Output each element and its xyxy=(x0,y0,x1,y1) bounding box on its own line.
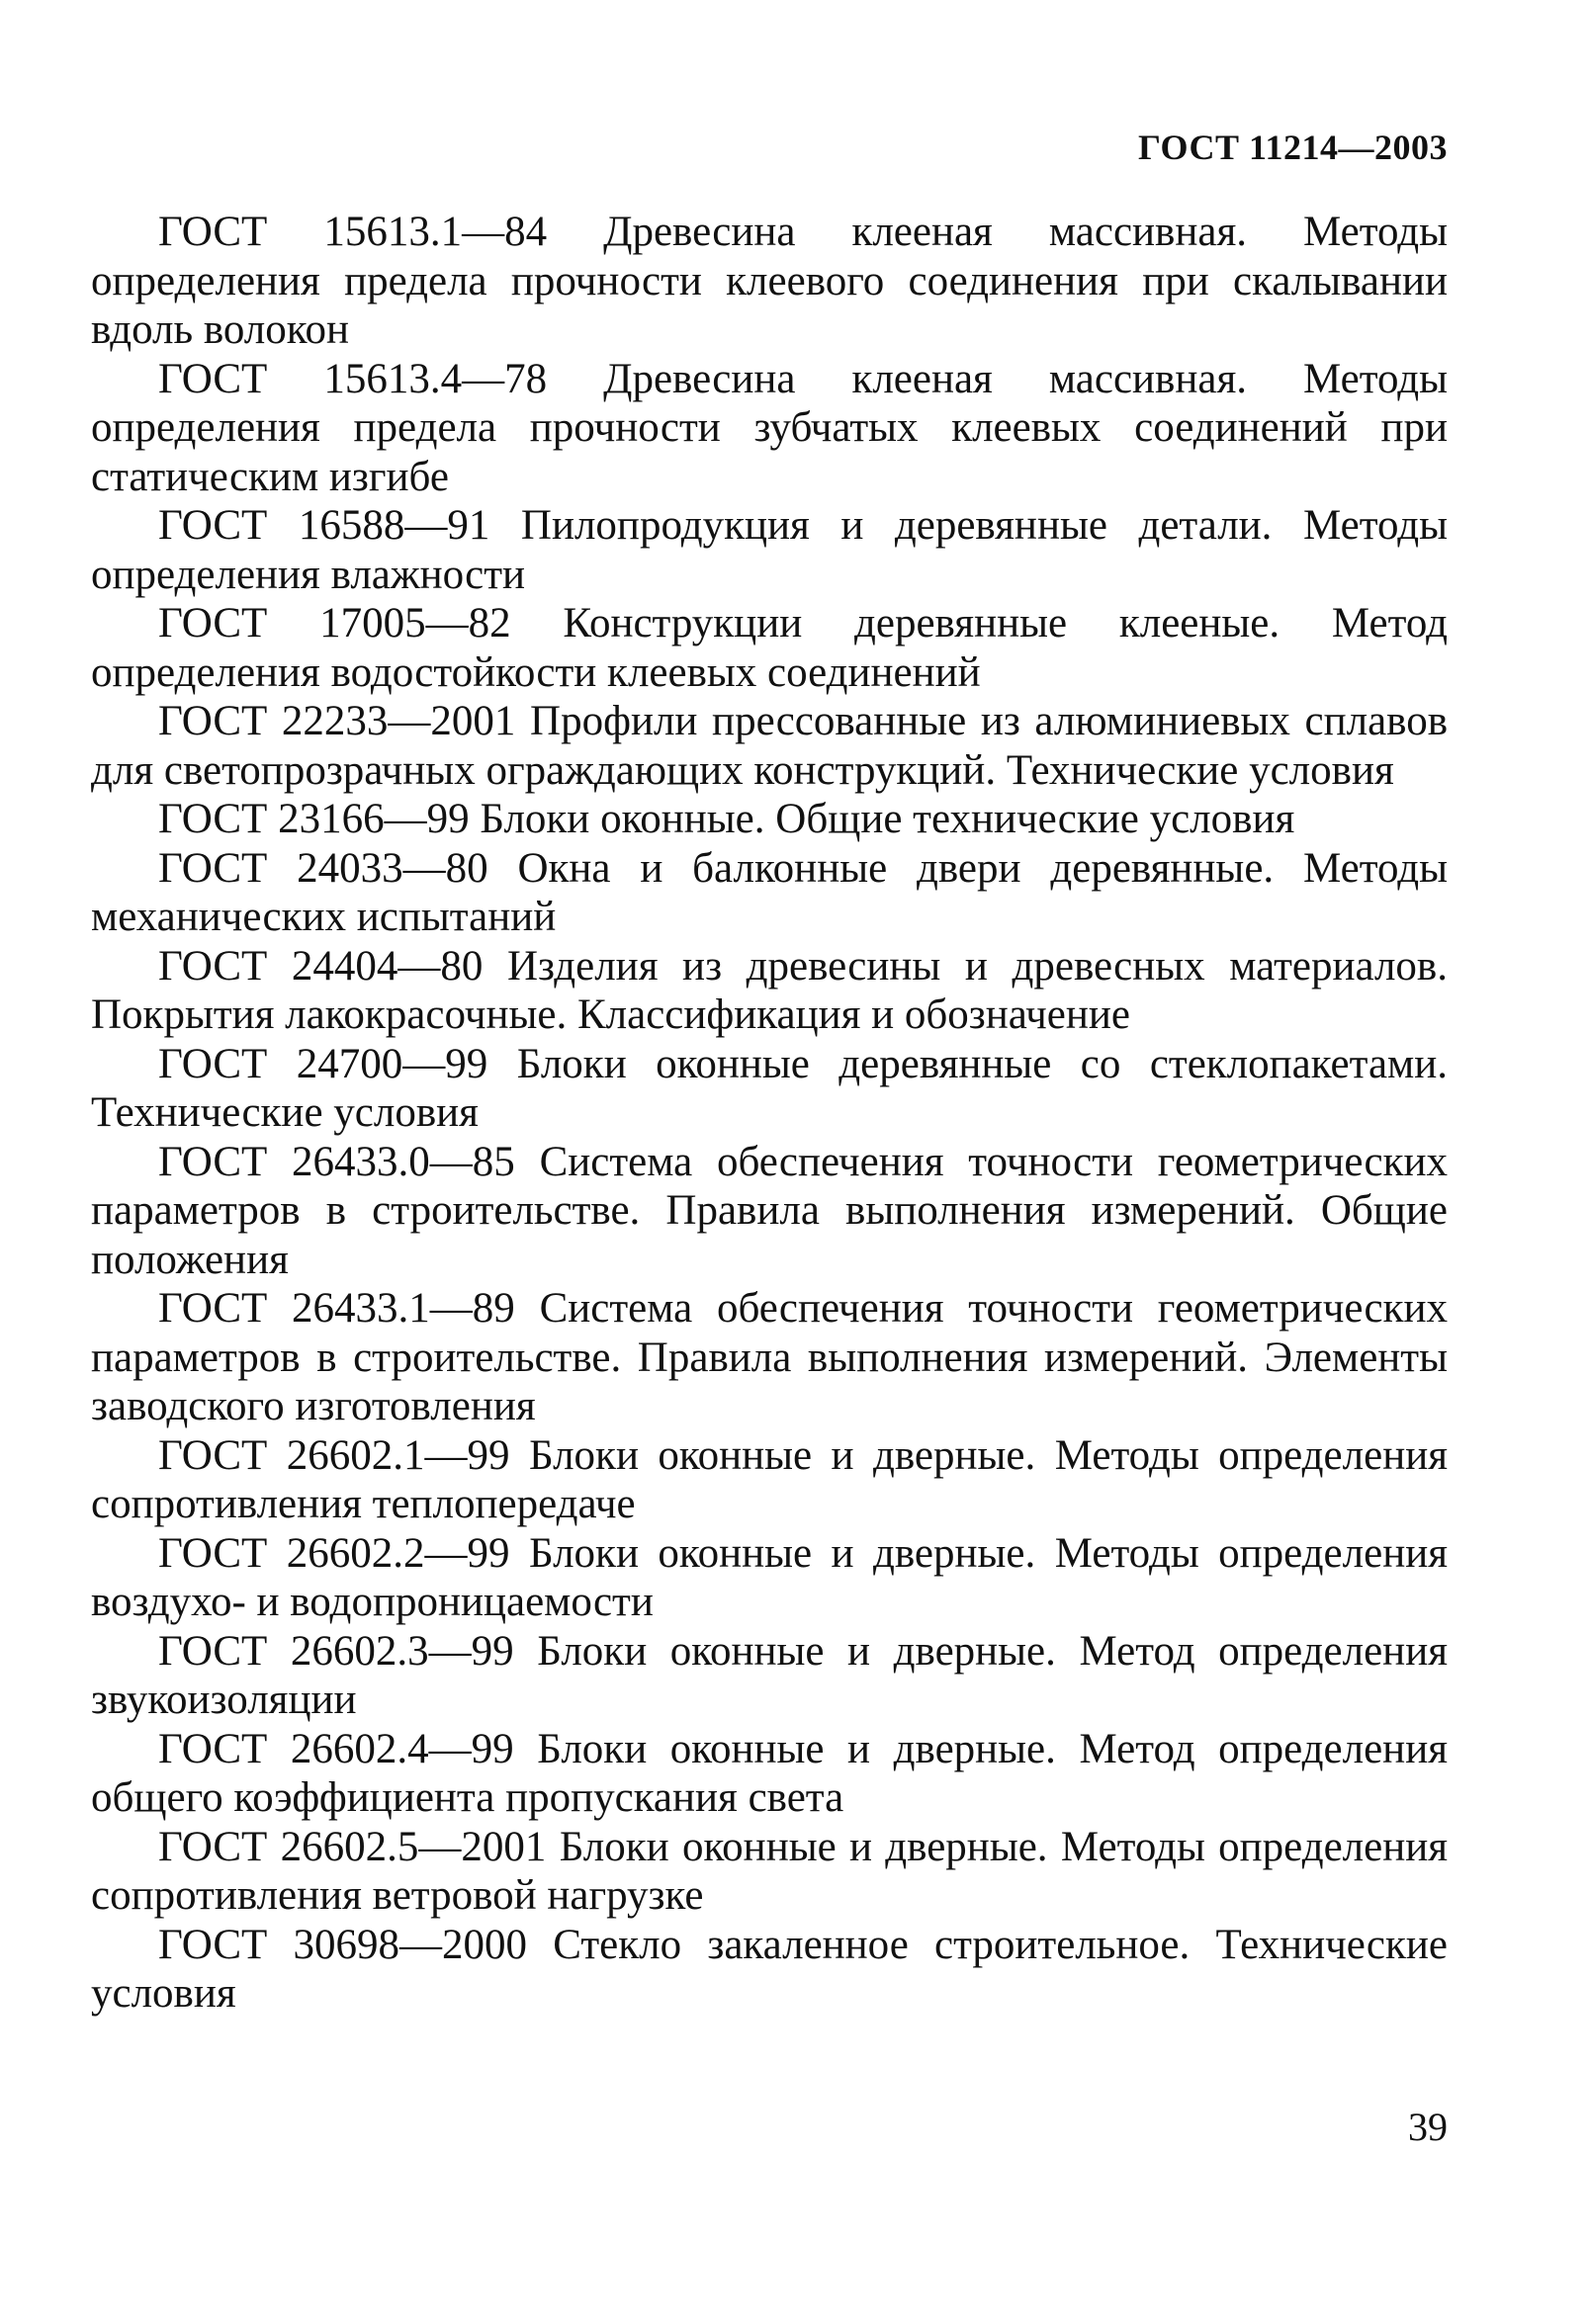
reference-title: Блоки оконные и дверные. Метод определения звукоизоляции xyxy=(91,1627,1448,1723)
reference-title: Стекло закаленное строительное. Технические условия xyxy=(91,1921,1448,2017)
reference-entry xyxy=(91,844,1448,942)
reference-entry xyxy=(91,942,1448,1040)
reference-code: ГОСТ 26602.5—2001 xyxy=(158,1823,547,1870)
reference-title: Древесина клееная массивная. Методы определения предела прочности клеевого соединения при скалывании вдоль волокон xyxy=(91,209,1448,353)
reference-entry xyxy=(91,1284,1448,1431)
reference-title: Древесина клееная массивная. Методы определения предела прочности зубчатых клеевых соединений при статическим изгибе xyxy=(91,355,1448,500)
reference-code: ГОСТ 15613.4—78 xyxy=(158,355,548,402)
reference-entry xyxy=(91,599,1448,697)
reference-code: ГОСТ 24700—99 xyxy=(158,1040,488,1087)
reference-code: ГОСТ 22233—2001 xyxy=(158,698,516,744)
page-number: 39 xyxy=(1408,2105,1448,2149)
reference-code: ГОСТ 24033—80 xyxy=(158,844,488,892)
reference-code: ГОСТ 26433.1—89 xyxy=(158,1285,515,1332)
reference-entry xyxy=(91,795,1448,844)
reference-code: ГОСТ 26602.4—99 xyxy=(158,1725,514,1772)
reference-entry xyxy=(91,1823,1448,1921)
reference-entry xyxy=(91,1040,1448,1138)
reference-code: ГОСТ 30698—2000 xyxy=(158,1921,528,1968)
reference-code: ГОСТ 26433.0—85 xyxy=(158,1138,515,1185)
reference-entry xyxy=(91,501,1448,599)
reference-code: ГОСТ 16588—91 xyxy=(158,502,490,549)
reference-entry xyxy=(91,1725,1448,1823)
reference-code: ГОСТ 23166—99 xyxy=(158,796,470,842)
reference-entry xyxy=(91,1431,1448,1529)
reference-title: Блоки оконные и дверные. Методы определения воздухо- и водопроницаемости xyxy=(91,1529,1448,1625)
reference-entry xyxy=(91,1627,1448,1725)
reference-title: Блоки оконные деревянные со стеклопакетами. Технические условия xyxy=(91,1040,1449,1136)
reference-title: Блоки оконные и дверные. Методы определения сопротивления теплопередаче xyxy=(91,1431,1448,1527)
reference-title: Блоки оконные и дверные. Метод определения общего коэффициента пропускания света xyxy=(91,1725,1448,1821)
reference-entry xyxy=(91,355,1448,502)
reference-list xyxy=(91,208,1448,2019)
reference-entry xyxy=(91,1138,1448,1285)
reference-entry xyxy=(91,1529,1448,1627)
reference-code: ГОСТ 24404—80 xyxy=(158,942,484,990)
reference-code: ГОСТ 15613.1—84 xyxy=(158,209,548,255)
reference-title: Конструкции деревянные клееные. Метод определения водостойкости клеевых соединений xyxy=(91,600,1449,696)
page-header-standard: ГОСТ 11214—2003 xyxy=(1138,128,1448,167)
reference-entry xyxy=(91,208,1448,355)
reference-entry xyxy=(91,1921,1448,2019)
reference-title: Система обеспечения точности геометрических параметров в строительстве. Правила выполнения измерений. Общие положения xyxy=(91,1138,1448,1283)
reference-code: ГОСТ 17005—82 xyxy=(158,600,511,646)
reference-title: Блоки оконные и дверные. Методы определения сопротивления ветровой нагрузке xyxy=(91,1823,1448,1919)
reference-code: ГОСТ 26602.3—99 xyxy=(158,1627,514,1675)
reference-title: Окна и балконные двери деревянные. Методы механических испытаний xyxy=(91,844,1448,940)
reference-code: ГОСТ 26602.2—99 xyxy=(158,1529,510,1577)
reference-title: Пилопродукция и деревянные детали. Методы определения влажности xyxy=(91,502,1448,598)
reference-title: Изделия из древесины и древесных материалов. Покрытия лакокрасочные. Классификация и обозначение xyxy=(91,942,1448,1038)
reference-title: Блоки оконные. Общие технические условия xyxy=(480,796,1295,842)
reference-title: Система обеспечения точности геометрических параметров в строительстве. Правила выполнения измерений. Элементы заводского изготовления xyxy=(91,1285,1448,1429)
reference-code: ГОСТ 26602.1—99 xyxy=(158,1431,510,1479)
reference-title: Профили прессованные из алюминиевых сплавов для светопрозрачных ограждающих конструкций. Технические условия xyxy=(91,698,1448,794)
reference-entry xyxy=(91,697,1448,795)
